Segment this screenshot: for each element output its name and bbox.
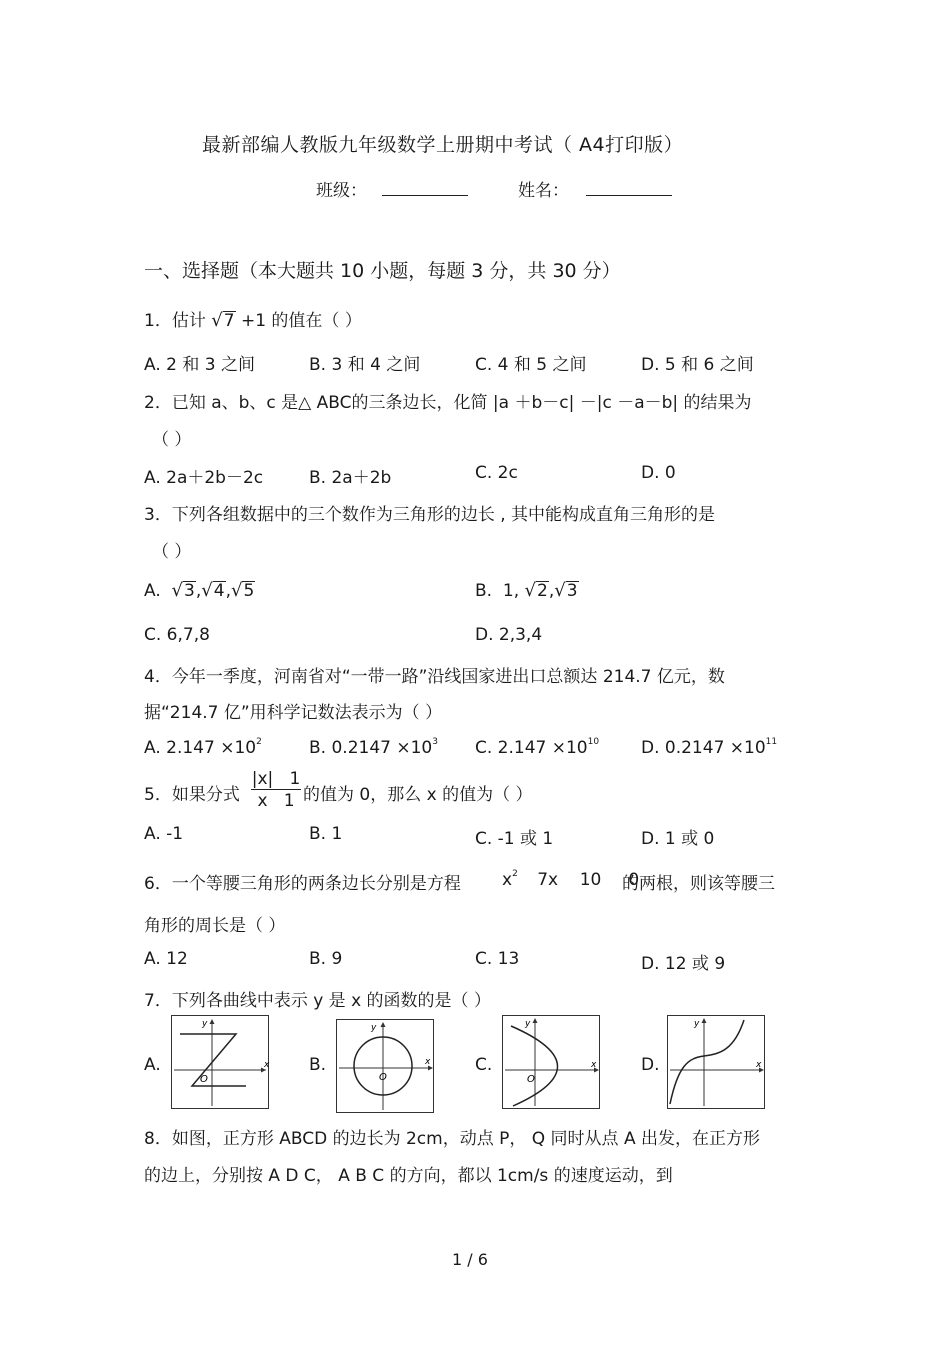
eq-rest: 7x 10 0 [537, 870, 640, 890]
q3-option-d: D. 2,3,4 [475, 625, 543, 645]
fraction-numerator: |x| 1 [251, 769, 301, 789]
q3-b-letter: B. [475, 581, 493, 601]
exponent: 11 [765, 737, 778, 747]
radicand: 3 [184, 581, 195, 601]
class-blank [382, 179, 468, 196]
q6-option-c: C. 13 [475, 949, 520, 969]
q4-option-c [475, 737, 599, 758]
fraction-denominator: x 1 [257, 791, 295, 811]
q1-option-d: D. 5 和 6 之间 [641, 355, 754, 375]
sqrt-4: √4 [201, 580, 225, 601]
axis-y-label: y [694, 1019, 700, 1029]
q3-b-pre: 1, [502, 581, 520, 601]
q6-option-a: A. 12 [144, 949, 188, 969]
q8-line2: 的边上，分别按 A D C， A B C 的方向，都以 1cm/s 的速度运动，到 [144, 1166, 673, 1186]
q6-suffix: 的两根，则该等腰三 [622, 874, 775, 894]
option-text: B. 0.2147 ×10 [309, 738, 433, 758]
q7-option-c-letter: C. [475, 1055, 493, 1075]
name-label: 姓名： [518, 181, 569, 201]
q6-option-b: B. 9 [309, 949, 343, 969]
exponent: 3 [432, 737, 438, 747]
q4-option-b [309, 737, 438, 758]
sqrt-3: √3 [554, 580, 578, 601]
section-heading: 一、选择题（本大题共 10 小题，每题 3 分，共 30 分） [144, 260, 621, 282]
q5-option-c: C. -1 或 1 [475, 829, 554, 849]
q2-line1: 2．已知 a、b、c 是△ ABC的三条边长，化简 |a ＋b－c| －|c －a－b| 的结果为 [144, 393, 752, 413]
exponent: 10 [587, 737, 600, 747]
q1-option-c: C. 4 和 5 之间 [475, 355, 587, 375]
radicand: 2 [537, 581, 548, 601]
q7-option-a-letter: A. [144, 1055, 161, 1075]
q3-line1: 3．下列各组数据中的三个数作为三角形的边长 , 其中能构成直角三角形的是 [144, 505, 716, 525]
graph-a [171, 1015, 269, 1109]
q6-line2: 角形的周长是（ ） [144, 916, 286, 936]
eq-exponent: 2 [512, 869, 518, 879]
q2-option-a: A. 2a＋2b－2c [144, 468, 264, 488]
q3-option-a: A. √3,√4,√5 [144, 580, 255, 601]
option-text: A. 2.147 ×10 [144, 738, 257, 758]
q5-prefix: 5．如果分式 [144, 785, 240, 805]
radicand: 3 [566, 581, 578, 601]
q1-option-b: B. 3 和 4 之间 [309, 355, 421, 375]
question-1 [144, 306, 362, 331]
axis-x-label: x [591, 1060, 597, 1070]
q4-option-a [144, 737, 262, 758]
graph-b-svg [337, 1020, 433, 1112]
graph-b [336, 1019, 434, 1113]
q1-suffix: +1 的值在（ ） [240, 311, 362, 331]
origin-label: O [379, 1072, 387, 1083]
q7-option-d-letter: D. [641, 1055, 660, 1075]
class-label: 班级： [316, 181, 367, 201]
q3-option-c: C. 6,7,8 [144, 625, 210, 645]
sqrt-2: √2 [524, 580, 548, 601]
exponent: 2 [256, 737, 262, 747]
option-text: D. 0.2147 ×10 [641, 738, 766, 758]
q2-option-c: C. 2c [475, 463, 518, 483]
q1-radicand: 7 [223, 311, 235, 331]
q4-option-d [641, 737, 777, 758]
q3-option-b: B. 1, √2,√3 [475, 580, 578, 601]
axis-x-label: x [425, 1057, 431, 1067]
graph-a-svg [172, 1016, 268, 1108]
origin-label: O [200, 1074, 208, 1085]
radicand: 5 [243, 581, 255, 601]
class-field [316, 176, 468, 201]
q6-prefix: 6．一个等腰三角形的两条边长分别是方程 [144, 874, 461, 894]
q3-a-letter: A. [144, 581, 161, 601]
q8-line1: 8．如图，正方形 ABCD 的边长为 2cm，动点 P， Q 同时从点 A 出发，在正方形 [144, 1129, 760, 1149]
q1-option-a: A. 2 和 3 之间 [144, 355, 255, 375]
q4-line1: 4．今年一季度，河南省对“一带一路”沿线国家进出口总额达 214.7 亿元，数 [144, 667, 725, 687]
q5-option-b: B. 1 [309, 824, 343, 844]
graph-c [502, 1015, 600, 1109]
q6-equation [502, 869, 639, 890]
axis-y-label: y [525, 1019, 531, 1029]
name-blank [586, 179, 672, 196]
sqrt-5: √5 [230, 580, 255, 601]
page-title: 最新部编人教版九年级数学上册期中考试（ A4打印版） [202, 134, 684, 156]
radicand: 4 [213, 581, 225, 601]
q4-line2: 据“214.7 亿”用科学记数法表示为（ ） [144, 703, 443, 723]
page-number: 1 / 6 [452, 1250, 488, 1269]
axis-x-label: x [756, 1060, 762, 1070]
q6-option-d: D. 12 或 9 [641, 954, 726, 974]
option-text: C. 2.147 ×10 [475, 738, 588, 758]
q5-fraction [251, 769, 301, 812]
graph-c-svg [503, 1016, 599, 1108]
sqrt-3: √3 [171, 580, 195, 601]
origin-label: O [527, 1074, 535, 1085]
q2-option-b: B. 2a＋2b [309, 468, 392, 488]
graph-d [667, 1015, 765, 1109]
q7-option-b-letter: B. [309, 1055, 327, 1075]
sqrt-7: √7 [211, 310, 235, 331]
q2-line2: （ ） [152, 430, 192, 450]
axis-y-label: y [202, 1019, 208, 1029]
graph-d-svg [668, 1016, 764, 1108]
q3-line2: （ ） [152, 542, 192, 562]
axis-x-label: x [264, 1060, 270, 1070]
q5-suffix: 的值为 0，那么 x 的值为（ ） [303, 785, 533, 805]
q2-option-d: D. 0 [641, 463, 676, 483]
name-field [518, 176, 672, 201]
axis-y-label: y [371, 1023, 377, 1033]
q5-option-d: D. 1 或 0 [641, 829, 715, 849]
q1-prefix: 1．估计 [144, 311, 206, 331]
eq-variable: x [502, 870, 513, 890]
q5-option-a: A. -1 [144, 824, 184, 844]
q7-line1: 7．下列各曲线中表示 y 是 x 的函数的是（ ） [144, 991, 491, 1011]
